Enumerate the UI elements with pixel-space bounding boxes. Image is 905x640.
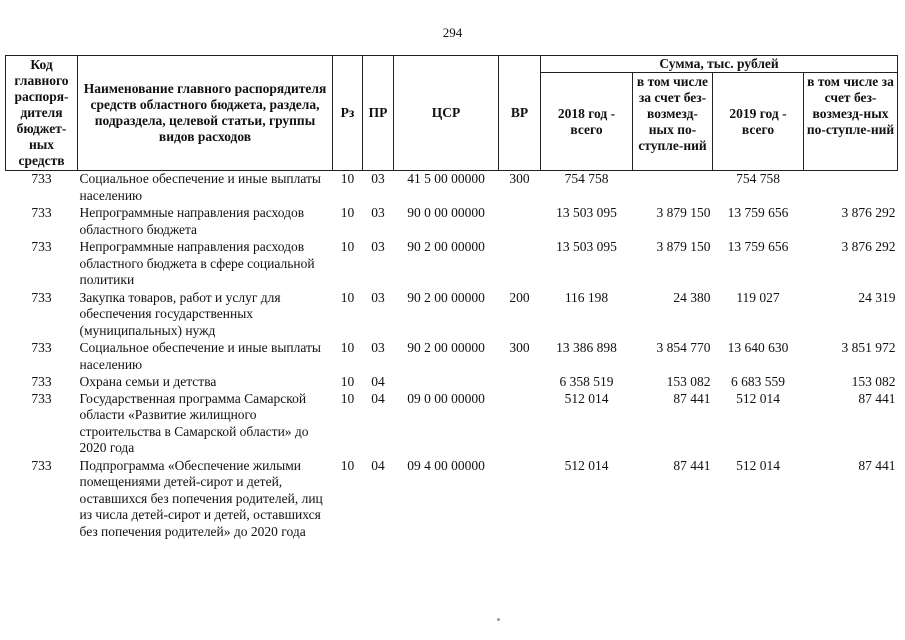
cell-2018-total: 512 014 <box>564 390 609 406</box>
cell-name: Непрограммные направления расходов областного бюджета в сфере социальной политики <box>79 239 315 287</box>
cell-code: 733 <box>31 171 52 186</box>
cell-2019-total: 13 640 630 <box>727 340 789 355</box>
table-row <box>6 340 898 374</box>
cell-2018-gratuitous: 24 380 <box>673 289 711 305</box>
cell-code: 733 <box>31 205 52 220</box>
cell-name: Социальное обеспечение и иные выплаты населению <box>79 171 321 203</box>
header-pr: ПР <box>363 56 394 171</box>
cell-2019-gratuitous: 24 319 <box>858 289 896 305</box>
cell-csr: 09 4 00 00000 <box>407 457 485 473</box>
cell-2018-gratuitous: 153 082 <box>666 374 711 389</box>
cell-rz: 10 <box>340 289 355 305</box>
header-code: Код главного распоря-дителя бюджет-ных средств <box>6 56 78 171</box>
cell-vr <box>499 374 541 391</box>
header-2019-gratuitous: в том числе за счет без-возмезд-ных по-ступле-ний <box>804 73 898 171</box>
cell-vr: 200 <box>509 289 530 305</box>
cell-2019-gratuitous: 87 441 <box>858 390 896 406</box>
cell-pr: 04 <box>371 374 385 389</box>
cell-rz: 10 <box>340 390 355 406</box>
cell-2018-gratuitous: 3 879 150 <box>656 205 711 220</box>
page-number: 294 <box>442 25 463 40</box>
cell-name: Закупка товаров, работ и услуг для обеспечения государственных (муниципальных) нужд <box>79 289 281 338</box>
scan-speck <box>497 618 500 621</box>
cell-2018-total: 6 358 519 <box>559 374 614 389</box>
header-vr: ВР <box>499 56 541 171</box>
cell-vr <box>499 205 541 239</box>
cell-csr <box>394 374 499 391</box>
table-row <box>6 374 898 391</box>
cell-2018-gratuitous: 87 441 <box>673 457 711 473</box>
cell-csr: 90 2 00 00000 <box>407 289 485 305</box>
table-header <box>6 56 898 171</box>
header-rz: Рз <box>333 56 363 171</box>
cell-2019-total: 754 758 <box>736 171 780 186</box>
cell-2019-total: 13 759 656 <box>727 205 789 220</box>
cell-2018-total: 116 198 <box>564 289 609 305</box>
cell-pr: 03 <box>371 205 385 220</box>
cell-csr: 90 0 00 00000 <box>407 205 485 220</box>
cell-2019-total: 6 683 559 <box>731 374 785 389</box>
table-row <box>6 391 898 458</box>
header-name: Наименование главного распорядителя средств областного бюджета, раздела, подраздела, целевой статьи, группы видов расходов <box>78 56 333 171</box>
cell-vr: 300 <box>509 171 530 186</box>
cell-code: 733 <box>31 340 52 355</box>
cell-pr: 03 <box>371 171 385 186</box>
budget-table <box>5 55 898 540</box>
cell-2019-total: 119 027 <box>736 289 780 305</box>
header-2018-total: 2018 год - всего <box>541 73 633 171</box>
cell-pr: 04 <box>371 457 385 473</box>
table-row <box>6 290 898 341</box>
header-2019-total: 2019 год - всего <box>713 73 804 171</box>
cell-csr: 41 5 00 00000 <box>407 171 485 186</box>
cell-code: 733 <box>31 457 52 473</box>
cell-rz: 10 <box>340 374 355 389</box>
cell-2019-total: 512 014 <box>736 390 780 406</box>
cell-2019-gratuitous: 3 851 972 <box>841 340 896 355</box>
cell-pr: 04 <box>371 390 385 406</box>
table-row <box>6 171 898 206</box>
cell-code: 733 <box>31 239 52 254</box>
cell-2018-total: 13 503 095 <box>556 205 617 220</box>
cell-2019-gratuitous: 3 876 292 <box>841 239 896 254</box>
cell-2018-total: 13 386 898 <box>556 340 617 355</box>
cell-name: Непрограммные направления расходов областного бюджета <box>79 205 305 237</box>
cell-vr <box>499 458 541 541</box>
cell-rz: 10 <box>340 457 355 473</box>
cell-2019-gratuitous: 153 082 <box>851 374 896 389</box>
cell-pr: 03 <box>371 289 385 305</box>
cell-2018-total: 512 014 <box>564 457 609 473</box>
table-row <box>6 205 898 239</box>
cell-2019-total: 13 759 656 <box>727 239 789 254</box>
cell-rz: 10 <box>340 205 355 220</box>
cell-2019-gratuitous: 3 876 292 <box>841 205 896 220</box>
cell-2018-total: 13 503 095 <box>556 239 617 254</box>
cell-name: Подпрограмма «Обеспечение жилыми помещениями детей-сирот и детей, оставшихся без попечения родителей, лиц из числа детей-сирот и детей, оставшихся без попечения родителей» до 2020 года <box>79 457 323 539</box>
cell-rz: 10 <box>340 171 355 186</box>
table-body <box>6 171 898 541</box>
cell-2018-gratuitous: 3 879 150 <box>656 239 711 254</box>
header-sum-group: Сумма, тыс. рублей <box>541 56 898 73</box>
cell-2018-gratuitous: 87 441 <box>673 390 711 406</box>
table-row <box>6 239 898 290</box>
table-row <box>6 458 898 541</box>
cell-code: 733 <box>31 374 52 389</box>
cell-2018-total: 754 758 <box>564 171 609 186</box>
cell-name: Государственная программа Самарской области «Развитие жилищного строительства в Самарской области» до 2020 года <box>79 390 309 455</box>
cell-name: Социальное обеспечение и иные выплаты населению <box>79 340 321 372</box>
cell-csr: 90 2 00 00000 <box>407 239 485 254</box>
cell-rz: 10 <box>340 340 355 355</box>
cell-2018-gratuitous <box>633 171 713 206</box>
cell-rz: 10 <box>340 239 355 254</box>
header-2018-gratuitous: в том числе за счет без-возмезд-ных по-ступле-ний <box>633 73 713 171</box>
cell-code: 733 <box>31 390 52 406</box>
cell-vr: 300 <box>509 340 530 355</box>
cell-code: 733 <box>31 289 52 305</box>
cell-name: Охрана семьи и детства <box>79 374 217 389</box>
cell-vr <box>499 391 541 458</box>
cell-csr: 90 2 00 00000 <box>407 340 485 355</box>
header-csr: ЦСР <box>394 56 499 171</box>
cell-vr <box>499 239 541 290</box>
cell-csr: 09 0 00 00000 <box>407 390 485 406</box>
cell-2019-gratuitous <box>804 171 898 206</box>
cell-2019-gratuitous: 87 441 <box>858 457 896 473</box>
cell-2018-gratuitous: 3 854 770 <box>656 340 711 355</box>
cell-pr: 03 <box>371 340 385 355</box>
cell-pr: 03 <box>371 239 385 254</box>
cell-2019-total: 512 014 <box>736 457 780 473</box>
